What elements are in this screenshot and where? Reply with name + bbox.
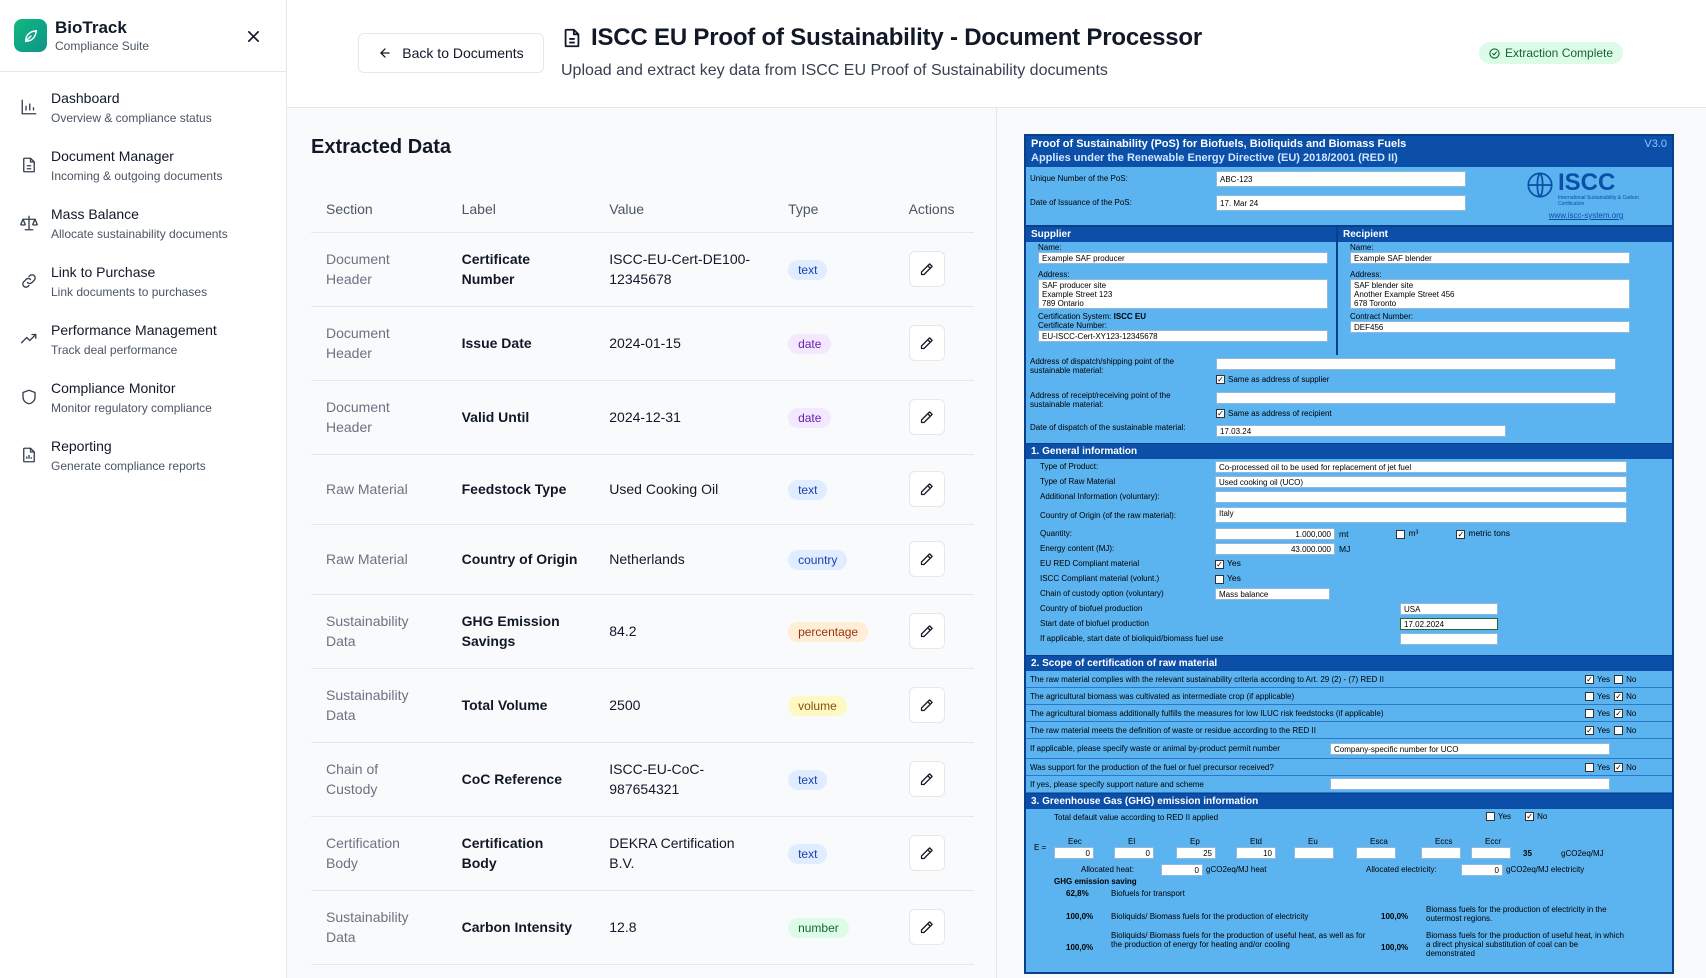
cell-label: CoC Reference xyxy=(447,742,595,816)
cell-actions xyxy=(894,380,974,454)
table-row xyxy=(311,232,974,306)
table-row xyxy=(311,524,974,594)
doc-supplier-address-label: Address: xyxy=(1038,270,1070,279)
doc-saving-transport-pct: 62,8% xyxy=(1066,889,1089,898)
table-row xyxy=(311,816,974,890)
doc-same-recipient: Same as address of recipient xyxy=(1228,409,1332,418)
sidebar-item-label: Dashboard xyxy=(51,90,120,106)
cell-type xyxy=(773,594,894,668)
column-header-actions: Actions xyxy=(894,186,974,232)
page-subtitle: Upload and extract key data from ISCC EU Proof of Sustainability documents xyxy=(561,62,1108,79)
brand-name: BioTrack xyxy=(55,17,127,37)
doc-origin: Italy xyxy=(1215,507,1627,523)
type-badge: number xyxy=(788,918,849,938)
doc-no: No xyxy=(1626,674,1637,684)
doc-origin-label: Country of Origin (of the raw material): xyxy=(1040,510,1177,520)
extracted-data-panel xyxy=(287,108,997,978)
column-header-section: Section xyxy=(311,186,447,232)
cell-value: ISCC-EU-Cert-DE100-12345678 xyxy=(594,232,773,306)
doc-dispatch-date-label: Date of dispatch of the sustainable material: xyxy=(1030,423,1186,432)
doc-eq-result: 35 xyxy=(1523,849,1532,858)
doc-scope-text: The agricultural biomass additionally fulfills the measures for low ILUC risk feedstocks (if applicable) xyxy=(1030,708,1384,718)
doc-support-specify: If yes, please specify support nature and scheme xyxy=(1030,779,1204,789)
doc-yes: Yes xyxy=(1597,674,1611,684)
type-badge: country xyxy=(788,550,847,570)
doc-prod-country: USA xyxy=(1400,603,1498,615)
doc-saving-transport: Biofuels for transport xyxy=(1111,889,1185,898)
edit-button[interactable] xyxy=(909,613,945,649)
doc-eq-value xyxy=(1294,847,1334,859)
type-badge: volume xyxy=(788,696,847,716)
edit-button[interactable] xyxy=(909,251,945,287)
cell-actions xyxy=(894,454,974,524)
document-preview xyxy=(1024,134,1674,974)
doc-scope-lines xyxy=(1026,671,1672,739)
main xyxy=(287,0,1706,978)
doc-saving-elec-pct: 100,0% xyxy=(1066,912,1094,921)
doc-saving-outer: Biomass fuels for the production of electricity in the outermost regions. xyxy=(1426,905,1607,923)
edit-button[interactable] xyxy=(909,325,945,361)
cell-value: 12.8 xyxy=(594,890,773,964)
doc-heat-unit: gCO2eq/MJ heat xyxy=(1206,865,1267,874)
checkbox xyxy=(1614,726,1623,735)
sidebar xyxy=(0,0,287,978)
table-row xyxy=(311,742,974,816)
doc-dispatch-addr-label: Address of dispatch/shipping point of the sustainable material: xyxy=(1030,357,1175,375)
doc-prod-country-label: Country of biofuel production xyxy=(1040,604,1143,613)
doc-receipt-addr-label: Address of receipt/receiving point of the sustainable material: xyxy=(1030,391,1171,409)
checkbox-unchecked xyxy=(1486,812,1495,821)
sidebar-item-label: Document Manager xyxy=(51,148,174,164)
edit-button[interactable] xyxy=(909,471,945,507)
cell-value: Netherlands xyxy=(594,524,773,594)
type-badge: text xyxy=(788,844,827,864)
doc-supplier-name: Example SAF producer xyxy=(1038,252,1328,264)
doc-saving-elec: Bioliquids/ Biomass fuels for the production of electricity xyxy=(1111,912,1309,921)
doc-cert-number-label: Certificate Number: xyxy=(1038,321,1107,330)
doc-yes: Yes xyxy=(1597,708,1611,718)
doc-scope-text: The raw material complies with the relevant sustainability criteria according to Art. 29 (2) - (7) RED II xyxy=(1030,674,1384,684)
doc-same-supplier: Same as address of supplier xyxy=(1228,375,1330,384)
cell-actions xyxy=(894,742,974,816)
column-header-value: Value xyxy=(594,186,773,232)
checkbox: ✓ xyxy=(1615,691,1622,701)
doc-saving-heat2: Biomass fuels for the production of useful heat, in which a direct physical substitution of coal can be demonstrated xyxy=(1426,931,1624,958)
checkbox-unchecked xyxy=(1585,763,1594,772)
doc-eq-value xyxy=(1421,847,1461,859)
pencil-icon xyxy=(919,920,934,935)
doc-addinfo-label: Additional Information (voluntary): xyxy=(1040,492,1160,501)
cell-type xyxy=(773,380,894,454)
sidebar-item-document-manager[interactable] xyxy=(0,144,286,202)
back-button-label: Back to Documents xyxy=(402,45,524,61)
doc-eq-term: Eec xyxy=(1068,837,1082,846)
doc-cert-system: ISCC EU xyxy=(1113,312,1147,321)
checkbox-checked: ✓ xyxy=(1217,409,1224,419)
doc-section-ghg: 3. Greenhouse Gas (GHG) emission information xyxy=(1026,793,1672,809)
doc-eq-term: El xyxy=(1128,837,1136,846)
doc-qty-unit: mt xyxy=(1339,528,1349,539)
cell-type xyxy=(773,890,894,964)
doc-scope-line xyxy=(1026,671,1672,688)
doc-eq-value xyxy=(1356,847,1396,859)
doc-elec-label: Allocated electricity: xyxy=(1366,865,1437,874)
doc-supplier-addr-line: 789 Ontario xyxy=(1042,299,1084,308)
doc-eq-value: 25 xyxy=(1176,847,1216,859)
doc-issue-date: 17. Mar 24 xyxy=(1216,195,1466,211)
brand-subtitle: Compliance Suite xyxy=(55,38,150,53)
edit-button[interactable] xyxy=(909,761,945,797)
doc-iscc-yes: Yes xyxy=(1227,573,1241,584)
column-header-label: Label xyxy=(447,186,595,232)
edit-button[interactable] xyxy=(909,909,945,945)
doc-eq-term: Esca xyxy=(1370,837,1388,846)
doc-support-label: Was support for the production of the fuel or fuel precursor received? xyxy=(1030,762,1274,772)
doc-product: Co-processed oil to be used for replacement of jet fuel xyxy=(1215,461,1627,473)
sidebar-item-label: Reporting xyxy=(51,438,112,454)
cell-label: GHG Emission Savings xyxy=(447,594,595,668)
doc-contract: DEF456 xyxy=(1350,321,1630,333)
doc-elec: 0 xyxy=(1461,864,1503,876)
doc-coc: Mass balance xyxy=(1215,588,1330,600)
cell-type xyxy=(773,454,894,524)
doc-saving-label: GHG emission saving xyxy=(1054,877,1137,886)
cell-label: Country of Origin xyxy=(447,524,595,594)
sidebar-item-desc: Incoming & outgoing documents xyxy=(51,169,223,183)
scale-icon xyxy=(18,212,40,234)
doc-eq-term: Etd xyxy=(1250,837,1263,846)
doc-recipient-addr-line: SAF blender site xyxy=(1354,281,1414,290)
table-row xyxy=(311,306,974,380)
type-badge: percentage xyxy=(788,622,868,642)
sidebar-item-desc: Overview & compliance status xyxy=(51,111,212,125)
page-title: ISCC EU Proof of Sustainability - Document Processor xyxy=(591,24,1203,51)
sidebar-item-label: Compliance Monitor xyxy=(51,380,176,396)
cell-value: 84.2 xyxy=(594,594,773,668)
iscc-logo-url: www.iscc-system.org xyxy=(1548,211,1624,220)
doc-no: No xyxy=(1626,725,1637,735)
brand xyxy=(0,0,286,72)
doc-recipient-addr-line: 678 Toronto xyxy=(1354,299,1397,308)
edit-button[interactable] xyxy=(909,835,945,871)
cell-section: Document Header xyxy=(311,380,447,454)
doc-red-yes: Yes xyxy=(1227,558,1241,569)
checkbox-checked: ✓ xyxy=(1457,529,1465,539)
edit-button[interactable] xyxy=(909,687,945,723)
type-badge: date xyxy=(788,408,831,428)
sidebar-item-label: Link to Purchase xyxy=(51,264,156,280)
doc-yes: Yes xyxy=(1597,762,1611,772)
doc-eq-term: Eccs xyxy=(1435,837,1453,846)
cell-section: Document Header xyxy=(311,232,447,306)
edit-button[interactable] xyxy=(909,399,945,435)
doc-raw: Used cooking oil (UCO) xyxy=(1215,476,1627,488)
cell-label: Issue Date xyxy=(447,306,595,380)
link-icon xyxy=(18,270,40,292)
doc-supplier-addr-line: SAF producer site xyxy=(1042,281,1107,290)
cell-actions xyxy=(894,890,974,964)
checkbox-checked: ✓ xyxy=(1526,812,1533,822)
doc-metric-tons: metric tons xyxy=(1468,528,1510,539)
cell-label: Valid Until xyxy=(447,380,595,454)
column-header-type: Type xyxy=(773,186,894,232)
doc-saving-heat2-pct: 100,0% xyxy=(1381,943,1409,952)
doc-recipient-name: Example SAF blender xyxy=(1350,252,1630,264)
doc-eq-term: Eu xyxy=(1308,837,1318,846)
doc-yes: Yes xyxy=(1597,725,1611,735)
doc-eq-term: Ep xyxy=(1190,837,1200,846)
doc-supplier-addr-line: Example Street 123 xyxy=(1042,290,1113,299)
doc-cert-system-label: Certification System: xyxy=(1038,312,1112,321)
cell-value: 2024-12-31 xyxy=(594,380,773,454)
doc-scope-text: The raw material meets the definition of waste or residue according to the RED II xyxy=(1030,725,1316,735)
pencil-icon xyxy=(919,552,934,567)
cell-actions xyxy=(894,594,974,668)
type-badge: date xyxy=(788,334,831,354)
doc-eq-value: 0 xyxy=(1114,847,1154,859)
cell-type xyxy=(773,232,894,306)
doc-no: No xyxy=(1626,691,1637,701)
doc-heat-label: Allocated heat: xyxy=(1081,865,1134,874)
type-badge: text xyxy=(788,770,827,790)
close-sidebar-button[interactable] xyxy=(244,27,262,45)
pencil-icon xyxy=(919,846,934,861)
doc-start-label: Start date of biofuel production xyxy=(1040,619,1149,628)
file-text-icon xyxy=(561,26,583,50)
sidebar-item-desc: Link documents to purchases xyxy=(51,285,208,299)
cell-actions xyxy=(894,668,974,742)
cell-section: Certification Body xyxy=(311,816,447,890)
check-circle-icon xyxy=(1489,48,1500,59)
shield-icon xyxy=(18,386,40,408)
cell-section: Raw Material xyxy=(311,524,447,594)
table-row xyxy=(311,668,974,742)
checkbox: ✓ xyxy=(1586,725,1593,735)
pencil-icon xyxy=(919,482,934,497)
doc-saving-outer-pct: 100,0% xyxy=(1381,912,1409,921)
doc-eq-unit: gCO2eq/MJ xyxy=(1561,849,1604,858)
sidebar-item-compliance-monitor[interactable] xyxy=(0,376,286,434)
table-row xyxy=(311,380,974,454)
doc-contract-label: Contract Number: xyxy=(1350,312,1414,321)
doc-saving-heat-pct: 100,0% xyxy=(1066,943,1094,952)
sidebar-item-desc: Track deal performance xyxy=(51,343,178,357)
cell-type xyxy=(773,668,894,742)
iscc-logo xyxy=(1526,169,1646,221)
doc-section-scope: 2. Scope of certification of raw material xyxy=(1026,655,1672,671)
doc-default-label: Total default value according to RED II applied xyxy=(1054,813,1219,822)
cell-actions xyxy=(894,816,974,890)
sidebar-item-desc: Allocate sustainability documents xyxy=(51,227,228,241)
cell-section: Document Header xyxy=(311,306,447,380)
doc-no: No xyxy=(1626,762,1637,772)
doc-title: Proof of Sustainability (PoS) for Biofuels, Bioliquids and Biomass Fuels xyxy=(1031,138,1407,150)
cell-section: Sustainability Data xyxy=(311,668,447,742)
checkbox-checked: ✓ xyxy=(1217,375,1224,385)
cell-value: ISCC-EU-CoC-987654321 xyxy=(594,742,773,816)
checkbox xyxy=(1614,675,1623,684)
checkbox: ✓ xyxy=(1586,674,1593,684)
table-row xyxy=(311,594,974,668)
doc-energy-unit: MJ xyxy=(1339,543,1351,554)
doc-scope-line xyxy=(1026,688,1672,705)
pencil-icon xyxy=(919,772,934,787)
cell-section: Sustainability Data xyxy=(311,890,447,964)
doc-energy-label: Energy content (MJ): xyxy=(1040,544,1115,553)
doc-recipient-head: Recipient xyxy=(1338,227,1672,242)
cell-actions xyxy=(894,306,974,380)
sidebar-item-label: Performance Management xyxy=(51,322,217,338)
sidebar-item-dashboard[interactable] xyxy=(0,86,286,144)
sidebar-item-reporting[interactable] xyxy=(0,434,286,492)
doc-section-general: 1. General information xyxy=(1026,443,1672,459)
doc-heat: 0 xyxy=(1161,864,1203,876)
doc-scope-text: The agricultural biomass was cultivated as intermediate crop (if applicable) xyxy=(1030,691,1295,701)
cell-label: Total Volume xyxy=(447,668,595,742)
cell-value: 2024-01-15 xyxy=(594,306,773,380)
doc-m3: m³ xyxy=(1408,528,1419,539)
cell-actions xyxy=(894,232,974,306)
bar-chart-icon xyxy=(18,96,40,118)
sidebar-item-desc: Monitor regulatory compliance xyxy=(51,401,212,415)
pencil-icon xyxy=(919,336,934,351)
doc-supplier-head: Supplier xyxy=(1026,227,1336,242)
doc-eq-value: 10 xyxy=(1236,847,1276,859)
close-icon xyxy=(247,30,260,43)
checkbox-unchecked xyxy=(1215,575,1224,584)
pencil-icon xyxy=(919,698,934,713)
doc-yes: Yes xyxy=(1597,691,1611,701)
cell-section: Chain of Custody xyxy=(311,742,447,816)
cell-label: Certification Body xyxy=(447,816,595,890)
cell-type xyxy=(773,816,894,890)
doc-qty: 1.000,000 xyxy=(1215,528,1335,540)
sidebar-item-mass-balance[interactable] xyxy=(0,202,286,260)
pencil-icon xyxy=(919,410,934,425)
doc-eq-value: 0 xyxy=(1054,847,1094,859)
doc-recipient-address-label: Address: xyxy=(1350,270,1382,279)
sidebar-item-performance-management[interactable] xyxy=(0,318,286,376)
arrow-left-icon xyxy=(378,46,392,60)
checkbox-checked: ✓ xyxy=(1216,559,1223,569)
cell-value: 2500 xyxy=(594,668,773,742)
doc-waste: Company-specific number for UCO xyxy=(1330,743,1610,755)
cell-section: Sustainability Data xyxy=(311,594,447,668)
doc-start2-label: If applicable, start date of bioliquid/biomass fuel use xyxy=(1040,634,1224,643)
doc-supplier-cert: EU-ISCC-Cert-XY123-12345678 xyxy=(1038,330,1328,342)
table-row xyxy=(311,890,974,964)
doc-eq-value xyxy=(1471,847,1511,859)
sidebar-item-label: Mass Balance xyxy=(51,206,139,222)
doc-pos-number-label: Unique Number of the PoS: xyxy=(1030,174,1128,183)
type-badge: text xyxy=(788,480,827,500)
sidebar-nav xyxy=(0,72,286,492)
sidebar-item-desc: Generate compliance reports xyxy=(51,459,206,473)
status-badge-label: Extraction Complete xyxy=(1505,46,1614,60)
cell-label: Certificate Number xyxy=(447,232,595,306)
type-badge: text xyxy=(788,260,827,280)
checkbox xyxy=(1585,709,1594,718)
iscc-logo-sub: International Sustainability & Carbon Certification xyxy=(1558,195,1639,207)
file-text-icon xyxy=(18,154,40,176)
doc-subtitle: Applies under the Renewable Energy Directive (EU) 2018/2001 (RED II) xyxy=(1026,152,1672,167)
cell-label: Carbon Intensity xyxy=(447,890,595,964)
edit-button[interactable] xyxy=(909,541,945,577)
checkbox-unchecked xyxy=(1396,530,1405,539)
cell-value: Used Cooking Oil xyxy=(594,454,773,524)
pencil-icon xyxy=(919,262,934,277)
doc-version: V3.0 xyxy=(1644,138,1667,150)
doc-iscc-label: ISCC Compliant material (volunt.) xyxy=(1040,574,1160,583)
sidebar-item-link-to-purchase[interactable] xyxy=(0,260,286,318)
doc-red-label: EU RED Compliant material xyxy=(1040,559,1140,568)
back-to-documents-button[interactable] xyxy=(358,33,544,73)
doc-start: 17.02.2024 xyxy=(1400,618,1498,630)
doc-dispatch-date: 17.03.24 xyxy=(1216,425,1506,437)
cell-section: Raw Material xyxy=(311,454,447,524)
doc-no: No xyxy=(1537,812,1548,821)
cell-label: Feedstock Type xyxy=(447,454,595,524)
cell-type xyxy=(773,524,894,594)
doc-waste-label: If applicable, please specify waste or animal by-product permit number xyxy=(1030,744,1280,753)
doc-scope-line xyxy=(1026,722,1672,739)
status-badge xyxy=(1479,42,1623,64)
cell-type xyxy=(773,742,894,816)
doc-e-label: E = xyxy=(1034,843,1047,852)
page-header xyxy=(287,0,1706,108)
doc-issue-label: Date of Issuance of the PoS: xyxy=(1030,198,1132,207)
doc-coc-label: Chain of custody option (voluntary) xyxy=(1040,589,1164,598)
checkbox-checked: ✓ xyxy=(1615,762,1622,772)
doc-recipient-addr-line: Another Example Street 456 xyxy=(1354,290,1455,299)
globe-icon xyxy=(1526,171,1554,199)
doc-saving-heat: Bioliquids/ Biomass fuels for the production of useful heat, as well as for the production of energy for heating and/or cooling xyxy=(1111,931,1366,949)
doc-elec-unit: gCO2eq/MJ electricity xyxy=(1506,865,1585,874)
extracted-data-table xyxy=(311,186,974,965)
leaf-icon xyxy=(14,19,47,52)
doc-no: No xyxy=(1626,708,1637,718)
trending-up-icon xyxy=(18,328,40,350)
table-row xyxy=(311,454,974,524)
pencil-icon xyxy=(919,624,934,639)
doc-recipient-name-label: Name: xyxy=(1350,243,1374,252)
doc-energy: 43.000.000 xyxy=(1215,543,1335,555)
doc-supplier-name-label: Name: xyxy=(1038,243,1062,252)
cell-value: DEKRA Certification B.V. xyxy=(594,816,773,890)
doc-eq-term: Eccr xyxy=(1485,837,1501,846)
iscc-logo-text: ISCC xyxy=(1558,169,1616,196)
report-icon xyxy=(18,444,40,466)
cell-type xyxy=(773,306,894,380)
doc-scope-line xyxy=(1026,705,1672,722)
extracted-data-title: Extracted Data xyxy=(311,136,452,158)
doc-pos-number: ABC-123 xyxy=(1216,171,1466,187)
checkbox xyxy=(1585,692,1594,701)
document-preview-panel xyxy=(997,108,1706,978)
doc-yes: Yes xyxy=(1498,812,1512,821)
doc-qty-label: Quantity: xyxy=(1040,529,1073,538)
doc-product-label: Type of Product: xyxy=(1040,462,1099,471)
doc-raw-label: Type of Raw Material xyxy=(1040,477,1116,486)
cell-actions xyxy=(894,524,974,594)
checkbox: ✓ xyxy=(1615,708,1622,718)
